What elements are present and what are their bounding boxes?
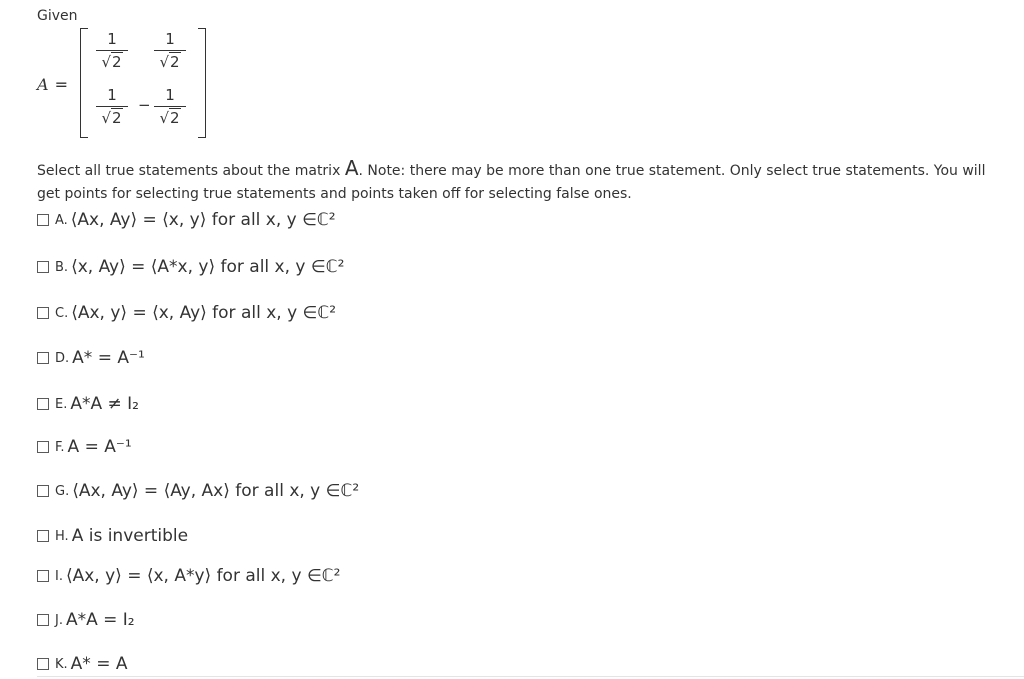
minus-sign: − <box>138 96 151 114</box>
option-g[interactable] <box>37 478 359 504</box>
option-b[interactable] <box>37 254 344 280</box>
option-letter: D. <box>55 350 70 366</box>
checkbox-g[interactable] <box>37 485 49 497</box>
option-text: A = A⁻¹ <box>67 437 132 457</box>
option-k[interactable] <box>37 651 127 677</box>
checkbox-b[interactable] <box>37 261 49 273</box>
option-letter: F. <box>55 439 65 455</box>
option-text: ⟨Ax, Ay⟩ = ⟨Ay, Ax⟩ for all x, y ∈ℂ² <box>72 481 360 501</box>
option-f[interactable] <box>37 434 132 460</box>
checkbox-f[interactable] <box>37 441 49 453</box>
option-i[interactable] <box>37 563 340 589</box>
matrix-symbol-inline: A <box>344 156 359 180</box>
option-letter: B. <box>55 259 69 275</box>
checkbox-a[interactable] <box>37 214 49 226</box>
option-text: A* = A⁻¹ <box>72 348 145 368</box>
option-letter: C. <box>55 305 69 321</box>
option-text: ⟨x, Ay⟩ = ⟨A*x, y⟩ for all x, y ∈ℂ² <box>71 257 345 277</box>
option-text: ⟨Ax, y⟩ = ⟨x, Ay⟩ for all x, y ∈ℂ² <box>71 303 337 323</box>
option-text: A is invertible <box>71 526 189 546</box>
option-letter: E. <box>55 396 68 412</box>
option-text: A* = A <box>70 654 128 674</box>
option-text: A*A ≠ I₂ <box>70 394 139 414</box>
option-text: ⟨Ax, y⟩ = ⟨x, A*y⟩ for all x, y ∈ℂ² <box>65 566 341 586</box>
option-letter: A. <box>55 212 68 228</box>
matrix-cell-22: − 1 √2 <box>152 86 188 128</box>
matrix-symbol: A <box>37 75 49 94</box>
option-h[interactable] <box>37 523 188 549</box>
equals-sign: = <box>54 75 68 94</box>
checkbox-j[interactable] <box>37 614 49 626</box>
option-c[interactable] <box>37 300 336 326</box>
matrix-cell-11: 1 √2 <box>94 30 130 72</box>
checkbox-e[interactable] <box>37 398 49 410</box>
option-j[interactable] <box>37 607 135 633</box>
option-letter: K. <box>55 656 68 672</box>
checkbox-i[interactable] <box>37 570 49 582</box>
option-text: ⟨Ax, Ay⟩ = ⟨x, y⟩ for all x, y ∈ℂ² <box>70 210 336 230</box>
matrix-definition-label <box>37 75 68 94</box>
matrix-left-bracket <box>80 28 88 138</box>
option-letter: H. <box>55 528 69 544</box>
checkbox-c[interactable] <box>37 307 49 319</box>
option-e[interactable] <box>37 391 139 417</box>
option-letter: J. <box>55 612 63 628</box>
option-letter: G. <box>55 483 70 499</box>
option-a[interactable] <box>37 207 336 233</box>
option-text: A*A = I₂ <box>65 610 135 630</box>
option-d[interactable] <box>37 345 145 371</box>
matrix-cell-21: 1 √2 <box>94 86 130 128</box>
bottom-divider <box>37 676 1024 677</box>
matrix-cell-12: 1 √2 <box>152 30 188 72</box>
checkbox-k[interactable] <box>37 658 49 670</box>
given-label: Given <box>37 8 78 24</box>
checkbox-h[interactable] <box>37 530 49 542</box>
question-prompt: Select all true statements about the matrix A. Note: there may be more than one true statement. Only select true statements. You will get points for selecting true statements and points taken off for selecting false ones. <box>37 156 986 202</box>
matrix-right-bracket <box>198 28 206 138</box>
matrix-a <box>80 28 206 138</box>
option-letter: I. <box>55 568 63 584</box>
checkbox-d[interactable] <box>37 352 49 364</box>
